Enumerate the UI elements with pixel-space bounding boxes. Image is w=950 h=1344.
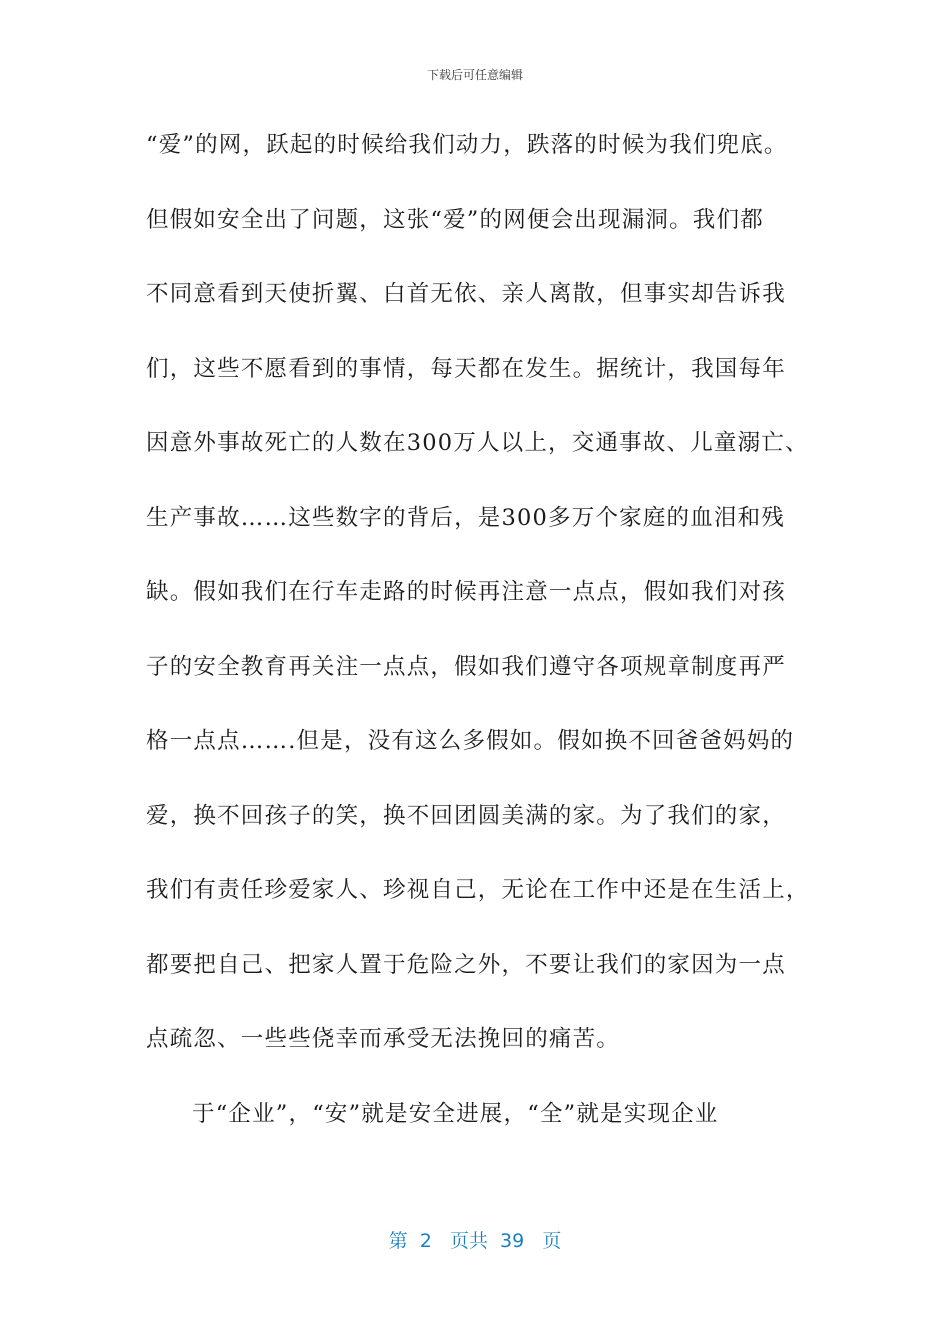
text-line: 生产事故……这些数字的背后，是300多万个家庭的血泪和残 (146, 504, 786, 531)
text-line: 格一点点…….但是，没有这么多假如。假如换不回爸爸妈妈的 (146, 728, 795, 754)
page-header: 下载后可任意编辑 (426, 68, 523, 82)
text-line: 我们有责任珍爱家人、珍视自己，无论在工作中还是在生活上， (146, 877, 810, 903)
text-line: 点疏忽、一些些侥幸而承受无法挽回的痛苦。 (146, 1026, 621, 1052)
text-line: 因意外事故死亡的人数在300万人以上，交通事故、儿童溺亡、 (146, 430, 809, 456)
text-line: 缺。假如我们在行车走路的时候再注意一点点，假如我们对孩 (146, 579, 786, 605)
page-number-footer: 第 2 页共 39 页 (388, 1230, 562, 1252)
text-line: “爱”的网，跃起的时候给我们动力，跌落的时候为我们兜底。 (146, 132, 788, 158)
text-line: 子的安全教育再关注一点点，假如我们遵守各项规章制度再严 (146, 653, 786, 680)
text-line: 不同意看到天使折翼、白首无依、亲人离散，但事实却告诉我 (146, 281, 786, 307)
text-line: 们，这些不愿看到的事情，每天都在发生。据统计，我国每年 (146, 355, 786, 382)
text-line: 但假如安全出了问题，这张“爱”的网便会出现漏洞。我们都 (146, 206, 764, 233)
text-line-indented: 于“企业”，“安”就是安全进展，“全”就是实现企业 (192, 1100, 719, 1127)
text-line: 爱，换不回孩子的笑，换不回团圆美满的家。为了我们的家， (146, 802, 786, 829)
document-body (146, 125, 816, 1168)
text-line: 都要把自己、把家人置于危险之外，不要让我们的家因为一点 (146, 951, 786, 978)
